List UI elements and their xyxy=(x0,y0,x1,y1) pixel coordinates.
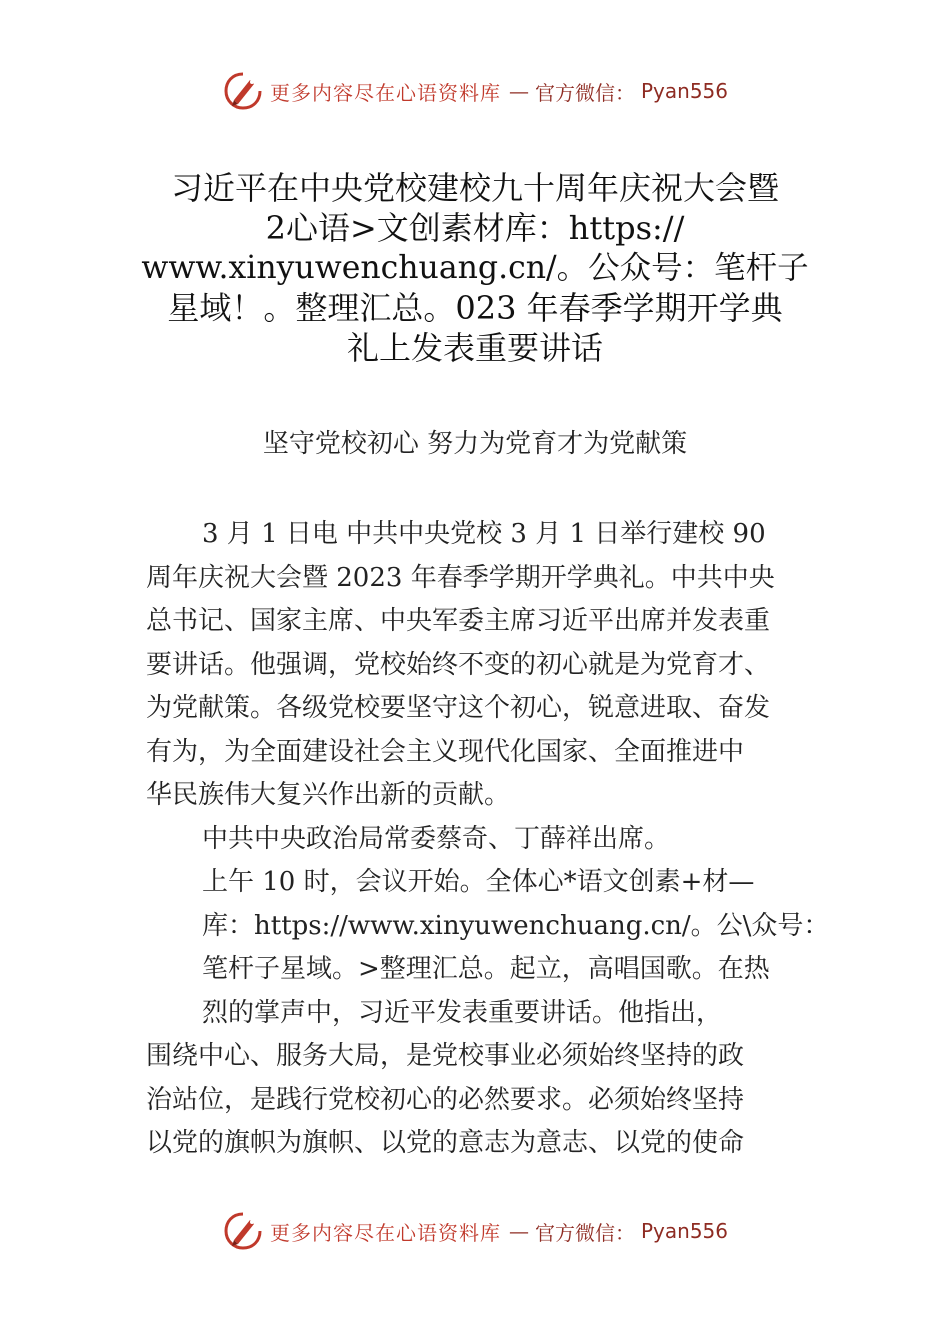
body-line: 周年庆祝大会暨 2023 年春季学期开学典礼。中共中央 xyxy=(146,562,775,593)
body-line: 为党献策。各级党校要坚守这个初心，锐意进取、奋发 xyxy=(146,693,771,723)
pen-logo-icon xyxy=(222,1210,264,1252)
body-line: 3 月 1 日电 中共中央党校 3 月 1 日举行建校 90 xyxy=(202,519,766,549)
title-line: www.xinyuwenchuang.cn/。公众号：笔杆子 xyxy=(141,250,809,286)
footer-watermark xyxy=(0,1206,950,1256)
body-line: 库：https://www.xinyuwenchuang.cn/。公\众号： xyxy=(202,910,830,941)
body-line: 要讲话。他强调，党校始终不变的初心就是为党育才、 xyxy=(146,649,771,680)
title-line: 星域！。整理汇总。023 年春季学期开学典 xyxy=(167,289,783,327)
document-body xyxy=(146,513,836,1166)
wechat-id: Pyan556 xyxy=(640,79,728,103)
header-watermark xyxy=(0,66,950,116)
body-line: 治站位，是践行党校初心的必然要求。必须始终坚持 xyxy=(146,1084,745,1115)
title-line: 2心语>文创素材库：https:// xyxy=(265,209,685,247)
watermark-text: 更多内容尽在心语资料库 xyxy=(269,80,501,105)
watermark-separator: — xyxy=(508,1219,529,1243)
title-line: 习近平在中央党校建校九十周年庆祝大会暨 xyxy=(170,169,779,207)
body-line: 烈的掌声中，习近平发表重要讲话。他指出， xyxy=(202,997,723,1028)
wechat-id: Pyan556 xyxy=(640,1219,728,1243)
body-line: 总书记、国家主席、中央军委主席习近平出席并发表重 xyxy=(146,606,771,636)
watermark-separator: — xyxy=(508,79,529,103)
wechat-label: 官方微信： xyxy=(534,80,635,105)
body-line: 华民族伟大复兴作出新的贡献。 xyxy=(146,780,511,810)
title-line: 礼上发表重要讲话 xyxy=(346,329,603,367)
body-line: 上午 10 时，会议开始。全体心*语文创素+材— xyxy=(202,867,755,897)
body-line: 中共中央政治局常委蔡奇、丁薛祥出席。 xyxy=(202,823,671,854)
document-title xyxy=(140,168,810,368)
body-line: 有为，为全面建设社会主义现代化国家、全面推进中 xyxy=(146,736,745,767)
body-line: 笔杆子星域。>整理汇总。起立，高唱国歌。在热 xyxy=(202,954,770,984)
document-subtitle: 坚守党校初心 努力为党育才为党献策 xyxy=(262,429,688,459)
body-line: 以党的旗帜为旗帜、以党的意志为意志、以党的使命 xyxy=(146,1128,745,1158)
wechat-label: 官方微信： xyxy=(534,1220,635,1245)
pen-logo-icon xyxy=(222,70,264,112)
watermark-text: 更多内容尽在心语资料库 xyxy=(269,1220,501,1245)
body-line: 围绕中心、服务大局，是党校事业必须始终坚持的政 xyxy=(146,1041,745,1071)
